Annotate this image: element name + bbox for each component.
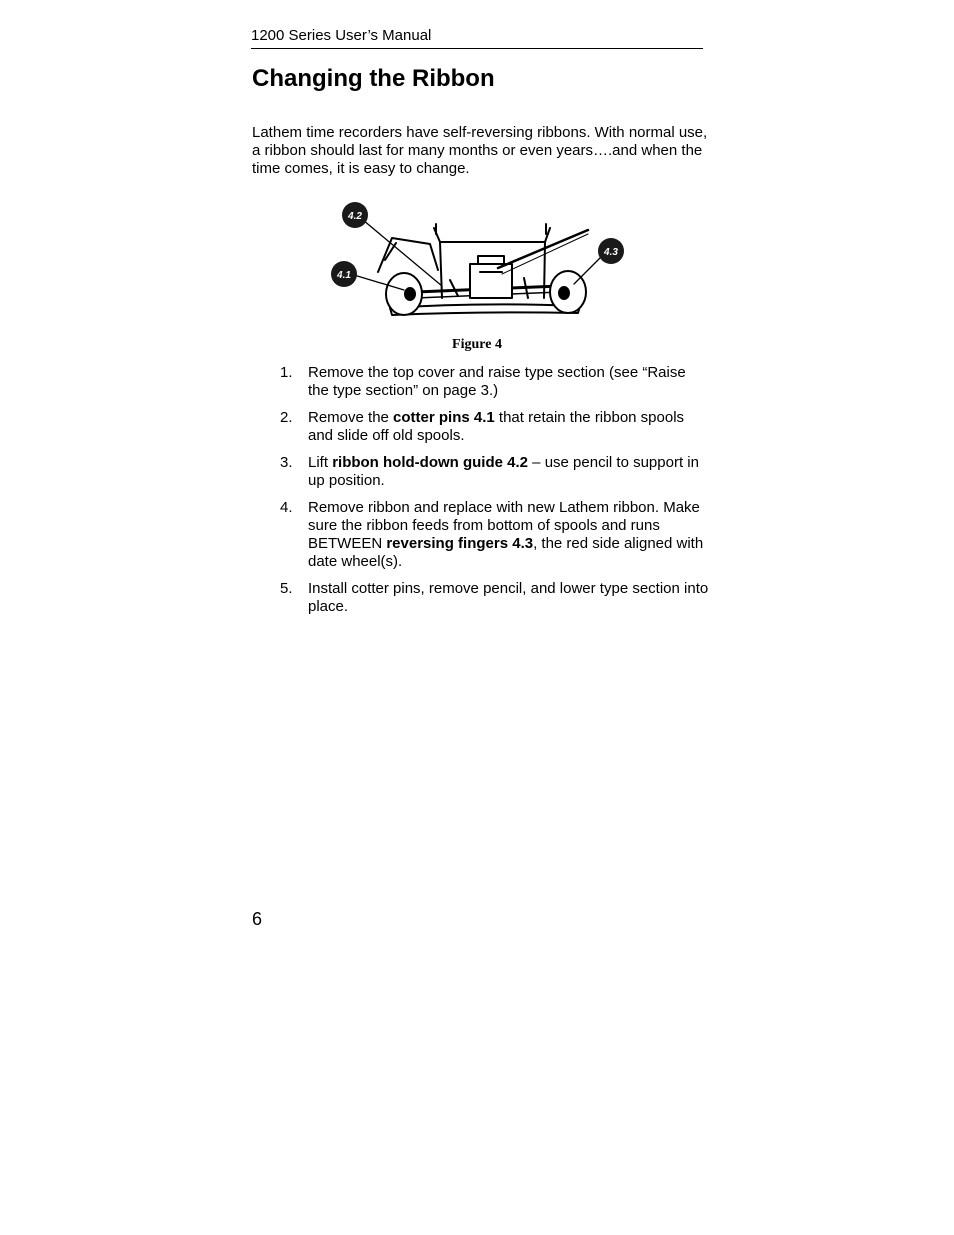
step-text: Install cotter pins, remove pencil, and lower type section into place.: [308, 580, 709, 615]
step-number: 4.: [280, 499, 293, 516]
step-emphasis: cotter pins 4.1: [393, 409, 495, 426]
step-number: 5.: [280, 580, 293, 597]
list-item: [280, 580, 710, 616]
svg-text:4.2: 4.2: [348, 211, 362, 222]
svg-text:4.3: 4.3: [604, 247, 618, 258]
step-text: Remove the top cover and raise type section (see “Raise the type section” on page 3.): [308, 364, 686, 399]
page-number: 6: [252, 909, 263, 929]
step-text-continued: , the red side aligned with date wheel(s).: [308, 535, 704, 570]
step-emphasis: reversing fingers 4.3: [386, 535, 534, 552]
instruction-list: [280, 364, 710, 625]
list-item: [280, 499, 710, 571]
list-item: [280, 364, 710, 400]
svg-text:4.1: 4.1: [337, 270, 351, 281]
running-header: 1200 Series User’s Manual: [251, 27, 703, 49]
callout-4-2: [342, 202, 368, 228]
callout-4-3: [598, 238, 624, 264]
list-item: [280, 454, 710, 490]
page-title: Changing the Ribbon: [252, 65, 495, 92]
step-text: Remove ribbon and replace with new Lathem ribbon. Make sure the ribbon feeds from bottom of spools and runs BETWEEN: [308, 499, 700, 552]
intro-paragraph: Lathem time recorders have self-reversing ribbons. With normal use, a ribbon should last for many months or even years….and when the time comes, it is easy to change.: [252, 124, 708, 177]
step-number: 3.: [280, 454, 293, 471]
step-text: Lift: [308, 454, 333, 471]
figure-caption: Figure 4: [452, 337, 502, 352]
ribbon-mechanism-drawing: [330, 198, 630, 322]
step-number: 1.: [280, 364, 293, 381]
step-text-continued: – use pencil to support in up position.: [308, 454, 699, 489]
step-number: 2.: [280, 409, 293, 426]
step-text: Remove the: [308, 409, 394, 426]
list-item: [280, 409, 710, 445]
step-text-continued: that retain the ribbon spools and slide off old spools.: [308, 409, 685, 444]
figure-4-illustration: [330, 198, 630, 322]
callout-4-1: [331, 261, 357, 287]
step-emphasis: ribbon hold-down guide 4.2: [332, 454, 529, 471]
